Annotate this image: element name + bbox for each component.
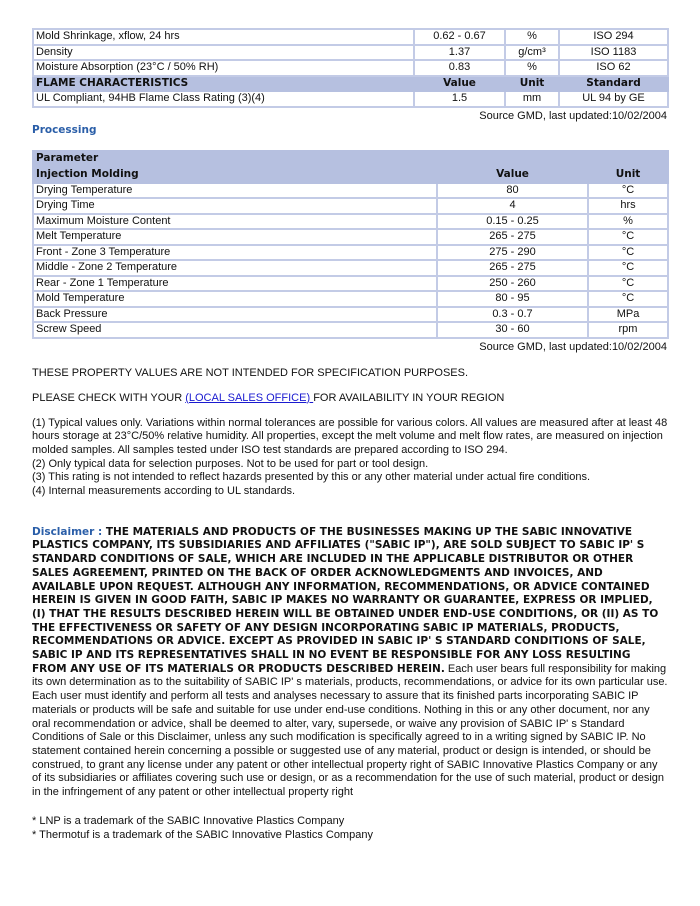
table-row [33,229,668,245]
footnotes [32,417,668,499]
injection-molding-heading: Injection Molding [33,167,437,183]
disclaimer-regular-text: Each user bears full responsibility for making its own determination as to the suitability of SABIC IP' s materials, products, recommendations, or advice for its own particular use. Each user must identify and perform all tests and analyses necessary to assure that its finished parts incorporating SABIC IP materials or products will be safe and suitable for use under end-use conditions. Nothing in this or any other document, nor any oral recommendation or advice, shall be deemed to alter, vary, supersede, or waive any provision of SABIC IP' s Standard Conditions of Sale or this Disclaimer, unless any such modification is specifically agreed to in a writing signed by SABIC IP. No statement contained herein concerning a possible or suggested use of any material, product or design is intended, or should be construed, to grant any license under any patent or other intellectual property right of SABIC Innovative Plastics Company or any of its subsidiaries or affiliates covering such use or design, or as a recommendation for the use of such material, product or design in the infringement of any patent or other intellectual property right [32,662,668,799]
table-row [33,307,668,323]
table-row [33,322,668,338]
trademark-notes [32,814,668,842]
parameter-name: Back Pressure [33,307,437,323]
table-row [33,60,668,76]
table-row [33,214,668,230]
parameter-unit: °C [588,229,668,245]
property-value: 0.62 - 0.67 [414,29,505,45]
parameter-name: Middle - Zone 2 Temperature [33,260,437,276]
parameter-value: 80 [437,183,588,199]
parameter-unit: % [588,214,668,230]
properties-table [32,28,669,108]
parameter-name: Maximum Moisture Content [33,214,437,230]
parameter-value: 275 - 290 [437,245,588,261]
parameter-column-header: Parameter [33,151,437,167]
source-note: Source GMD, last updated:10/02/2004 [479,340,667,353]
table-row [33,91,668,107]
parameter-name: Rear - Zone 1 Temperature [33,276,437,292]
property-name: Moisture Absorption (23°C / 50% RH) [33,60,414,76]
table-row [33,45,668,61]
parameter-value: 4 [437,198,588,214]
property-standard: UL 94 by GE [559,91,668,107]
property-unit: % [505,29,559,45]
property-name: Density [33,45,414,61]
parameter-value: 80 - 95 [437,291,588,307]
parameter-unit: °C [588,291,668,307]
footnote: (1) Typical values only. Variations within normal tolerances are possible for various colors. All values are measured after at least 48 hours storage at 23°C/50% relative humidity. All properties, except the melt volume and melt flow rates, are measured on injection molded samples. All samples tested under ISO test standards are prepared according to ISO 294. [32,416,668,456]
table-row [33,198,668,214]
parameter-unit: °C [588,183,668,199]
table-row [33,29,668,45]
unit-column-header: Unit [588,167,668,183]
parameter-value: 265 - 275 [437,229,588,245]
property-standard: ISO 62 [559,60,668,76]
parameter-unit: °C [588,245,668,261]
property-name: UL Compliant, 94HB Flame Class Rating (3)(4) [33,91,414,107]
processing-table [32,150,669,339]
property-standard: ISO 1183 [559,45,668,61]
disclaimer-label: Disclaimer : [32,525,106,538]
availability-notice [32,392,668,404]
parameter-name: Melt Temperature [33,229,437,245]
specification-warning: THESE PROPERTY VALUES ARE NOT INTENDED FOR SPECIFICATION PURPOSES. [32,366,469,379]
flame-section-heading: FLAME CHARACTERISTICS [33,76,414,92]
property-value: 0.83 [414,60,505,76]
standard-column-header: Standard [559,76,668,92]
availability-suffix: FOR AVAILABILITY IN YOUR REGION [313,391,505,404]
disclaimer-bold-text: THE MATERIALS AND PRODUCTS OF THE BUSINESSES MAKING UP THE SABIC INNOVATIVE PLASTICS COMPANY, ITS SUBSIDIARIES AND AFFILIATES ("SABIC IP"), ARE SOLD SUBJECT TO SABIC IP' S STANDARD CONDITIONS OF SALE, WHICH ARE INCLUDED IN THE APPLICABLE DISTRIBUTOR OR OTHER SALES AGREEMENT, PRINTED ON THE BACK OF ORDER ACKNOWLEDGMENTS AND INVOICES, AND AVAILABLE UPON REQUEST. ALTHOUGH ANY INFORMATION, RECOMMENDATIONS, OR ADVICE CONTAINED HEREIN IS GIVEN IN GOOD FAITH, SABIC IP MAKES NO WARRANTY OR GUARANTEE, EXPRESS OR IMPLIED, (I) THAT THE RESULTS DESCRIBED HEREIN WILL BE OBTAINED UNDER END-USE CONDITIONS, OR (II) AS TO THE EFFECTIVENESS OR SAFETY OF ANY DESIGN INCORPORATING SABIC IP MATERIALS, PRODUCTS, RECOMMENDATIONS OR ADVICE. EXCEPT AS PROVIDED IN SABIC IP' S STANDARD CONDITIONS OF SALE, SABIC IP AND ITS REPRESENTATIVES SHALL IN NO EVENT BE RESPONSIBLE FOR ANY LOSS RESULTING FROM ANY USE OF ITS MATERIALS OR PRODUCTS DESCRIBED HEREIN. [32,525,659,675]
property-unit: g/cm³ [505,45,559,61]
value-column-header: Value [437,167,588,183]
parameter-unit: °C [588,276,668,292]
parameter-unit: MPa [588,307,668,323]
processing-subheader-row [33,167,668,183]
parameter-name: Drying Time [33,198,437,214]
parameter-value: 0.15 - 0.25 [437,214,588,230]
property-value: 1.37 [414,45,505,61]
parameter-value: 250 - 260 [437,276,588,292]
property-unit: % [505,60,559,76]
table-row [33,291,668,307]
parameter-name: Mold Temperature [33,291,437,307]
parameter-value: 265 - 275 [437,260,588,276]
property-name: Mold Shrinkage, xflow, 24 hrs [33,29,414,45]
disclaimer [32,526,668,800]
datasheet-page [32,28,668,842]
source-note: Source GMD, last updated:10/02/2004 [479,109,667,122]
footnote: (2) Only typical data for selection purposes. Not to be used for part or tool design. [32,457,429,470]
parameter-unit: rpm [588,322,668,338]
processing-section [32,150,668,353]
property-standard: ISO 294 [559,29,668,45]
availability-prefix: PLEASE CHECK WITH YOUR [32,391,186,404]
parameter-name: Front - Zone 3 Temperature [33,245,437,261]
footnote: (3) This rating is not intended to reflect hazards presented by this or any other material under actual fire conditions. [32,471,591,484]
value-column-header: Value [414,76,505,92]
table-row [33,183,668,199]
parameter-name: Drying Temperature [33,183,437,199]
trademark-note: * LNP is a trademark of the SABIC Innovative Plastics Company [32,814,345,827]
parameter-value: 0.3 - 0.7 [437,307,588,323]
table-row [33,260,668,276]
parameter-value: 30 - 60 [437,322,588,338]
processing-header-row [33,151,668,167]
unit-column-header: Unit [505,76,559,92]
table-row [33,245,668,261]
table-row [33,276,668,292]
local-sales-office-link[interactable]: (LOCAL SALES OFFICE) [185,391,314,404]
property-value: 1.5 [414,91,505,107]
trademark-note: * Thermotuf is a trademark of the SABIC Innovative Plastics Company [32,828,373,841]
parameter-unit: hrs [588,198,668,214]
parameter-name: Screw Speed [33,322,437,338]
parameter-unit: °C [588,260,668,276]
processing-section-title: Processing [32,123,97,136]
property-unit: mm [505,91,559,107]
flame-header-row [33,76,668,92]
footnote: (4) Internal measurements according to UL standards. [32,485,296,498]
